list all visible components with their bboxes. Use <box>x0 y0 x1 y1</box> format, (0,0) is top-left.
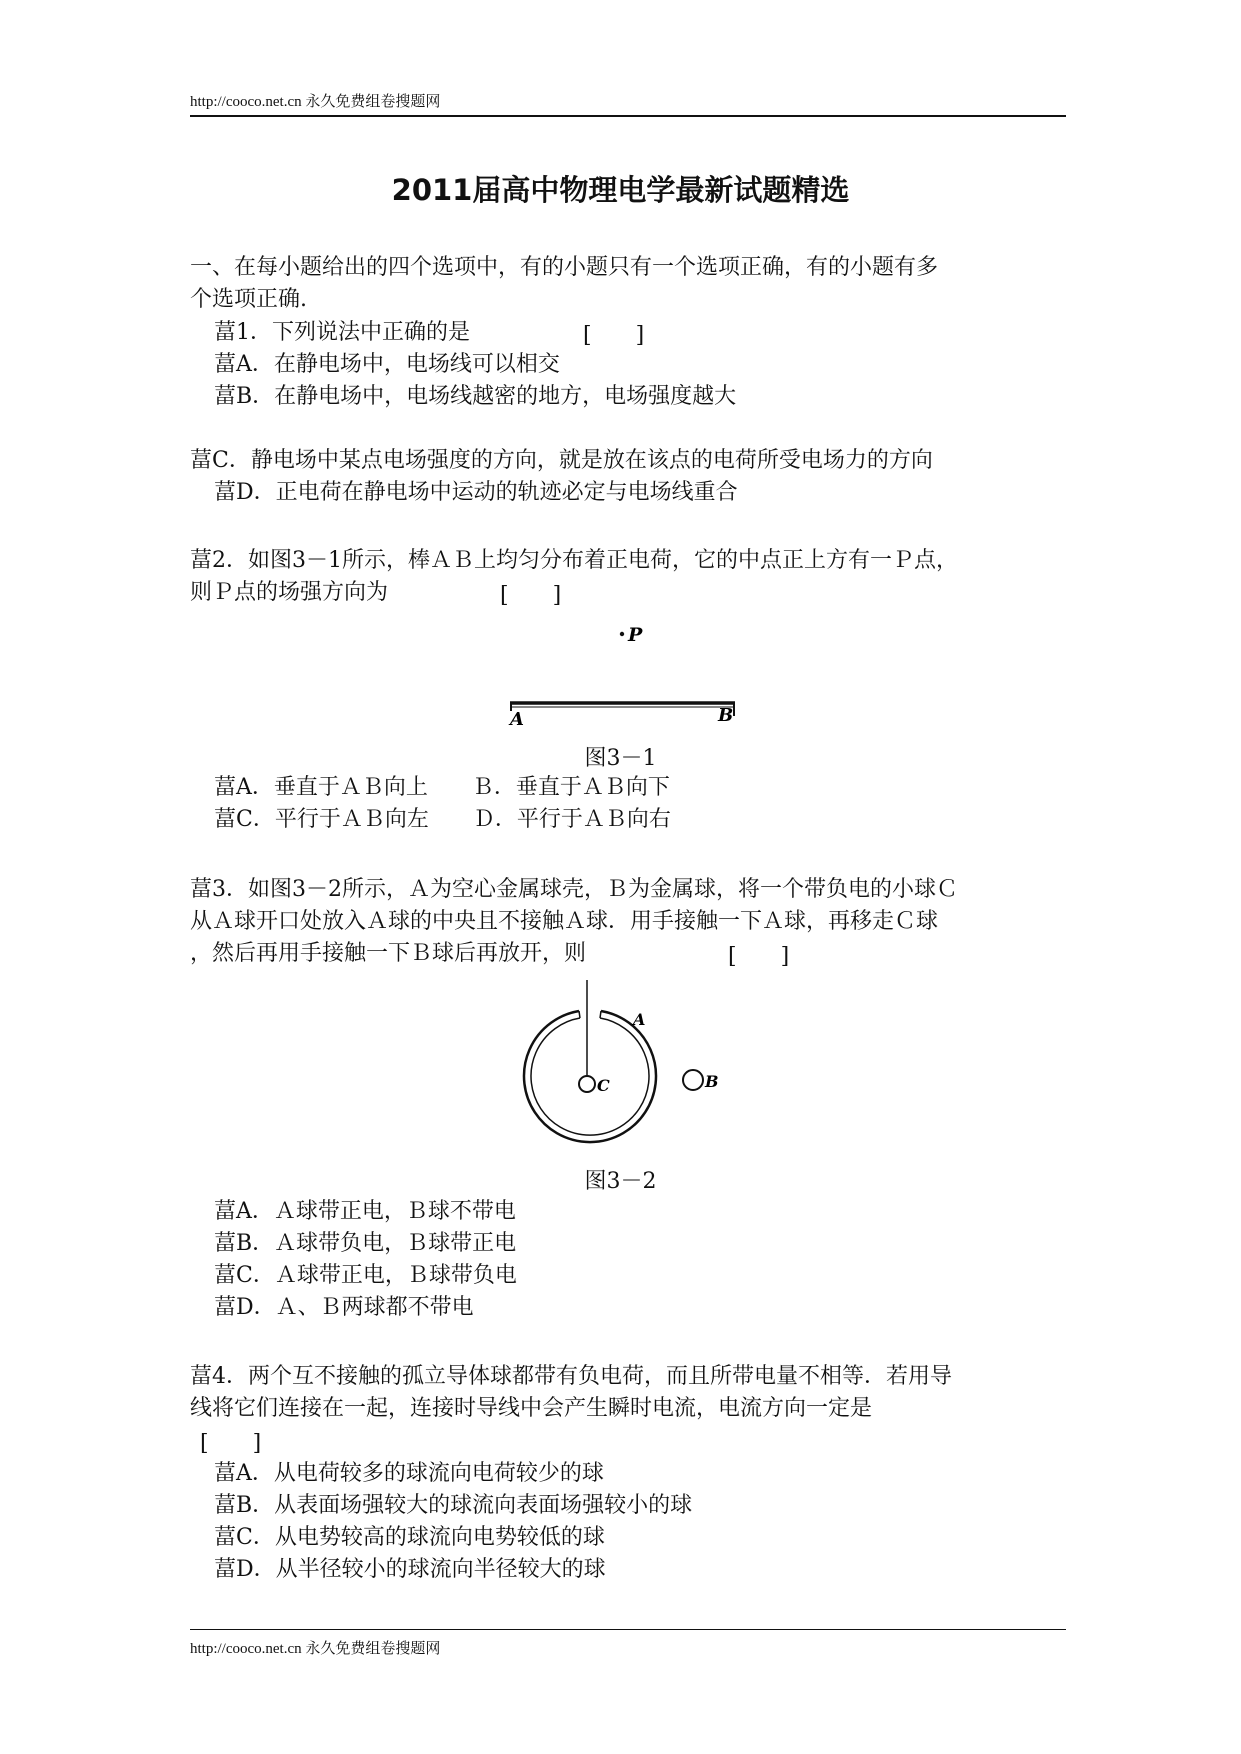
q4-stem-line-2: 线将它们连接在一起，连接时导线中会产生瞬时电流，电流方向一定是 <box>190 1396 873 1421</box>
point-p-dot <box>620 632 624 636</box>
q4-option-b: 葍B．从表面场强较大的球流向表面场强较小的球 <box>214 1493 693 1518</box>
page-header: http://cooco.net.cn 永久免费组卷搜题网 <box>190 94 441 110</box>
q2-options-ab: 葍A．垂直于ＡＢ向上 Ｂ．垂直于ＡＢ向下 <box>214 775 670 800</box>
q1-option-c: 葍C．静电场中某点电场强度的方向，就是放在该点的电荷所受电场力的方向 <box>190 448 933 473</box>
ball-b-label: B <box>705 1072 719 1091</box>
q1-answer-bracket: [ ] <box>583 323 645 348</box>
page-footer: http://cooco.net.cn 永久免费组卷搜题网 <box>190 1641 441 1657</box>
q3-option-a: 葍A．Ａ球带正电，Ｂ球不带电 <box>214 1199 516 1224</box>
q4-option-d: 葍D．从半径较小的球流向半径较大的球 <box>214 1557 606 1582</box>
ball-b <box>683 1070 703 1090</box>
q3-stem-line-2: 从Ａ球开口处放入Ａ球的中央且不接触Ａ球．用手接触一下Ａ球，再移走Ｃ球 <box>190 909 939 934</box>
q3-option-b: 葍B．Ａ球带负电，Ｂ球带正电 <box>214 1231 517 1256</box>
q1-option-b: 葍B．在静电场中，电场线越密的地方，电场强度越大 <box>214 384 737 409</box>
point-p-label: P <box>628 624 643 646</box>
q4-stem-line-1: 葍4．两个互不接触的孤立导体球都带有负电荷，而且所带电量不相等．若用导 <box>190 1364 952 1389</box>
header-rule <box>190 115 1066 117</box>
shell-a-label: A <box>633 1010 646 1029</box>
q3-stem-line-3: ，然后再用手接触一下Ｂ球后再放开，则 <box>190 941 587 966</box>
ball-c <box>579 1076 595 1092</box>
q4-option-c: 葍C．从电势较高的球流向电势较低的球 <box>214 1525 605 1550</box>
shell-lip-left <box>579 1011 580 1018</box>
q1-stem: 葍1．下列说法中正确的是 <box>214 320 470 345</box>
q2-answer-bracket: [ ] <box>500 583 562 608</box>
figure-3-2 <box>505 975 745 1155</box>
q2-stem-line-2: 则Ｐ点的场强方向为 <box>190 580 389 605</box>
intro-line-1: 一、在每小题给出的四个选项中，有的小题只有一个选项正确，有的小题有多 <box>190 255 939 280</box>
q1-option-a: 葍A．在静电场中，电场线可以相交 <box>214 352 560 377</box>
figure-3-1 <box>500 610 740 730</box>
figure-3-1-caption: 图3－1 <box>584 746 657 771</box>
q4-option-a: 葍A．从电荷较多的球流向电荷较少的球 <box>214 1461 604 1486</box>
q3-option-c: 葍C．Ａ球带正电，Ｂ球带负电 <box>214 1263 517 1288</box>
q3-answer-bracket: [ ] <box>728 944 790 969</box>
page-title: 2011届高中物理电学最新试题精选 <box>391 173 850 207</box>
q4-answer-bracket: [ ] <box>200 1431 262 1456</box>
shell-lip-right <box>600 1011 601 1018</box>
figure-3-2-caption: 图3－2 <box>584 1169 657 1194</box>
q3-stem-line-1: 葍3．如图3－2所示，Ａ为空心金属球壳，Ｂ为金属球，将一个带负电的小球Ｃ <box>190 877 958 902</box>
q2-options-cd: 葍C．平行于ＡＢ向左 Ｄ．平行于ＡＢ向右 <box>214 807 671 832</box>
rod-label-a: A <box>510 709 524 730</box>
rod-label-b: B <box>718 705 734 726</box>
footer-rule <box>190 1629 1066 1630</box>
ball-c-label: C <box>597 1076 610 1095</box>
intro-line-2: 个选项正确. <box>190 287 307 312</box>
q1-option-d: 葍D．正电荷在静电场中运动的轨迹必定与电场线重合 <box>214 480 738 505</box>
q3-option-d: 葍D．Ａ、Ｂ两球都不带电 <box>214 1295 474 1320</box>
q2-stem-line-1: 葍2．如图3－1所示，棒ＡＢ上均匀分布着正电荷，它的中点正上方有一Ｐ点， <box>190 548 958 573</box>
